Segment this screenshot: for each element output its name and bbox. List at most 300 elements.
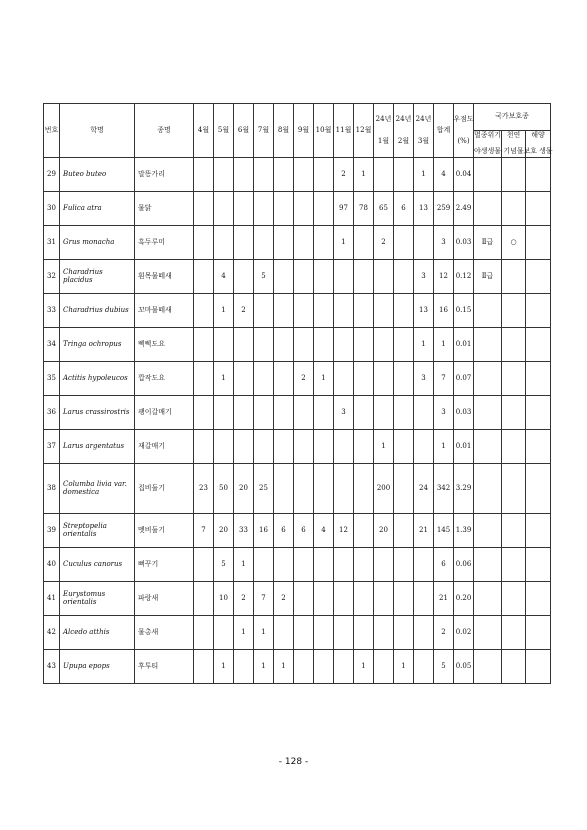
month-count-7: 25	[254, 464, 274, 514]
row-number: 43	[44, 650, 60, 684]
total-count: 5	[434, 650, 454, 684]
natural-monument-mark	[502, 192, 526, 226]
month-count-9	[294, 650, 314, 684]
endangered-grade	[474, 192, 502, 226]
month-count-11	[334, 616, 354, 650]
month-count-6: 1	[234, 616, 254, 650]
table-row	[44, 514, 551, 548]
count-2024-jan: 1	[374, 430, 394, 464]
month-count-10	[314, 650, 334, 684]
month-count-5	[214, 158, 234, 192]
korean-name: 흑두루미	[135, 226, 194, 260]
month-count-6	[234, 362, 254, 396]
month-count-7	[254, 192, 274, 226]
marine-protected-mark	[526, 616, 551, 650]
count-2024-jan	[374, 294, 394, 328]
month-count-8	[274, 260, 294, 294]
marine-protected-mark	[526, 158, 551, 192]
total-count: 6	[434, 548, 454, 582]
dominance-value: 0.20	[454, 582, 474, 616]
month-count-5	[214, 616, 234, 650]
count-2024-feb	[394, 396, 414, 430]
natural-monument-mark	[502, 396, 526, 430]
month-count-4	[194, 294, 214, 328]
month-count-6: 2	[234, 294, 254, 328]
count-2024-feb	[394, 548, 414, 582]
header-endangered	[474, 131, 502, 158]
month-count-7	[254, 328, 274, 362]
header-endangered-line2: 야생생물	[473, 147, 502, 155]
count-2024-jan	[374, 362, 394, 396]
month-count-6: 1	[234, 548, 254, 582]
count-2024-mar	[414, 616, 434, 650]
month-count-11	[334, 294, 354, 328]
dominance-value: 0.05	[454, 650, 474, 684]
scientific-name: Tringa ochropus	[60, 328, 135, 362]
row-number: 42	[44, 616, 60, 650]
month-count-10	[314, 464, 334, 514]
month-count-5	[214, 226, 234, 260]
header-month-6: 6월	[234, 104, 254, 158]
month-count-4	[194, 582, 214, 616]
header-month-8: 8월	[274, 104, 294, 158]
table-row	[44, 294, 551, 328]
endangered-grade	[474, 650, 502, 684]
header-no: 번호	[44, 104, 60, 158]
month-count-4	[194, 328, 214, 362]
month-count-11	[334, 362, 354, 396]
month-count-11: 2	[334, 158, 354, 192]
month-count-12	[354, 430, 374, 464]
month-count-8	[274, 158, 294, 192]
month-count-8	[274, 548, 294, 582]
marine-protected-mark	[526, 294, 551, 328]
scientific-name: Eurystomus orientalis	[60, 582, 135, 616]
scientific-name: Actitis hypoleucos	[60, 362, 135, 396]
scientific-name: Upupa epops	[60, 650, 135, 684]
total-count: 342	[434, 464, 454, 514]
total-count: 21	[434, 582, 454, 616]
scientific-name: Charadrius placidus	[60, 260, 135, 294]
month-count-4	[194, 260, 214, 294]
count-2024-jan	[374, 650, 394, 684]
marine-protected-mark	[526, 430, 551, 464]
row-number: 30	[44, 192, 60, 226]
count-2024-mar: 3	[414, 260, 434, 294]
dominance-value: 0.04	[454, 158, 474, 192]
month-count-5	[214, 396, 234, 430]
header-2024-jan	[374, 104, 394, 158]
header-month-5: 5월	[214, 104, 234, 158]
row-number: 33	[44, 294, 60, 328]
scientific-name: Charadrius dubius	[60, 294, 135, 328]
count-2024-mar: 13	[414, 192, 434, 226]
endangered-grade	[474, 464, 502, 514]
month-count-4: 23	[194, 464, 214, 514]
scientific-name: Buteo buteo	[60, 158, 135, 192]
row-number: 38	[44, 464, 60, 514]
header-2024-feb-year: 24년	[395, 114, 412, 123]
count-2024-feb	[394, 362, 414, 396]
count-2024-feb	[394, 226, 414, 260]
korean-name: 꼬마물떼새	[135, 294, 194, 328]
table-body	[44, 158, 551, 684]
row-number: 37	[44, 430, 60, 464]
count-2024-mar: 3	[414, 362, 434, 396]
dominance-value: 1.39	[454, 514, 474, 548]
month-count-7: 1	[254, 616, 274, 650]
header-scientific-name: 학명	[60, 104, 135, 158]
month-count-6	[234, 396, 254, 430]
month-count-9	[294, 226, 314, 260]
dominance-value: 0.01	[454, 328, 474, 362]
month-count-12	[354, 548, 374, 582]
dominance-value: 0.07	[454, 362, 474, 396]
count-2024-mar: 1	[414, 328, 434, 362]
month-count-11	[334, 464, 354, 514]
month-count-6: 20	[234, 464, 254, 514]
month-count-11	[334, 430, 354, 464]
total-count: 2	[434, 616, 454, 650]
header-2024-mar	[414, 104, 434, 158]
row-number: 39	[44, 514, 60, 548]
month-count-12	[354, 514, 374, 548]
month-count-7	[254, 294, 274, 328]
month-count-9: 2	[294, 362, 314, 396]
header-protected-species: 국가보호종	[474, 104, 551, 131]
dominance-value: 0.12	[454, 260, 474, 294]
korean-name: 후투티	[135, 650, 194, 684]
month-count-11: 97	[334, 192, 354, 226]
month-count-4	[194, 396, 214, 430]
endangered-grade	[474, 616, 502, 650]
count-2024-feb	[394, 294, 414, 328]
month-count-5	[214, 430, 234, 464]
month-count-7	[254, 396, 274, 430]
month-count-10: 4	[314, 514, 334, 548]
scientific-name: Cuculus canorus	[60, 548, 135, 582]
header-2024-feb	[394, 104, 414, 158]
month-count-11: 1	[334, 226, 354, 260]
month-count-10	[314, 192, 334, 226]
month-count-7: 16	[254, 514, 274, 548]
month-count-12	[354, 294, 374, 328]
month-count-7	[254, 430, 274, 464]
korean-name: 집비둘기	[135, 464, 194, 514]
marine-protected-mark	[526, 548, 551, 582]
count-2024-mar	[414, 582, 434, 616]
month-count-9	[294, 294, 314, 328]
natural-monument-mark	[502, 548, 526, 582]
scientific-name: Grus monacha	[60, 226, 135, 260]
count-2024-feb: 1	[394, 650, 414, 684]
table-row	[44, 430, 551, 464]
table-row	[44, 328, 551, 362]
header-dominance-unit: (%)	[457, 136, 470, 145]
page-number: - 128 -	[278, 757, 309, 767]
month-count-8	[274, 396, 294, 430]
total-count: 1	[434, 328, 454, 362]
month-count-10	[314, 548, 334, 582]
table-row	[44, 396, 551, 430]
month-count-5: 10	[214, 582, 234, 616]
month-count-8	[274, 294, 294, 328]
endangered-grade	[474, 294, 502, 328]
row-number: 32	[44, 260, 60, 294]
header-endangered-line1: 멸종위기	[473, 131, 502, 140]
marine-protected-mark	[526, 582, 551, 616]
month-count-10	[314, 582, 334, 616]
header-2024-mar-month: 3월	[417, 136, 430, 145]
count-2024-jan	[374, 582, 394, 616]
month-count-9: 6	[294, 514, 314, 548]
table-row	[44, 650, 551, 684]
month-count-12	[354, 362, 374, 396]
month-count-10	[314, 158, 334, 192]
count-2024-feb	[394, 464, 414, 514]
month-count-9	[294, 328, 314, 362]
month-count-4	[194, 158, 214, 192]
header-marine-line1: 해양	[531, 131, 545, 140]
korean-name: 깝작도요	[135, 362, 194, 396]
header-2024-feb-month: 2월	[397, 136, 410, 145]
header-natural-monument-line2: 기념물	[503, 147, 524, 155]
month-count-11	[334, 582, 354, 616]
total-count: 16	[434, 294, 454, 328]
count-2024-feb	[394, 328, 414, 362]
month-count-5: 1	[214, 362, 234, 396]
scientific-name: Larus argentatus	[60, 430, 135, 464]
month-count-6	[234, 192, 254, 226]
scientific-name: Streptopelia orientalis	[60, 514, 135, 548]
endangered-grade: Ⅱ급	[474, 260, 502, 294]
count-2024-mar: 13	[414, 294, 434, 328]
endangered-grade	[474, 514, 502, 548]
month-count-10	[314, 328, 334, 362]
endangered-grade	[474, 396, 502, 430]
header-month-12: 12월	[354, 104, 374, 158]
month-count-6	[234, 226, 254, 260]
month-count-10	[314, 226, 334, 260]
month-count-8: 2	[274, 582, 294, 616]
header-2024-mar-year: 24년	[415, 114, 432, 123]
dominance-value: 0.06	[454, 548, 474, 582]
month-count-5: 1	[214, 294, 234, 328]
count-2024-feb	[394, 514, 414, 548]
month-count-12	[354, 582, 374, 616]
month-count-10	[314, 616, 334, 650]
month-count-5: 4	[214, 260, 234, 294]
month-count-4	[194, 362, 214, 396]
month-count-8	[274, 616, 294, 650]
marine-protected-mark	[526, 328, 551, 362]
count-2024-jan	[374, 616, 394, 650]
dominance-value: 0.03	[454, 226, 474, 260]
month-count-4: 7	[194, 514, 214, 548]
header-dominance	[454, 104, 474, 158]
korean-name: 파랑새	[135, 582, 194, 616]
dominance-value: 0.01	[454, 430, 474, 464]
endangered-grade	[474, 548, 502, 582]
korean-name: 물닭	[135, 192, 194, 226]
table-row	[44, 192, 551, 226]
header-natural-monument-line1: 천연	[506, 131, 521, 140]
count-2024-jan	[374, 548, 394, 582]
count-2024-mar	[414, 396, 434, 430]
natural-monument-mark	[502, 294, 526, 328]
header-month-4: 4월	[194, 104, 214, 158]
natural-monument-mark	[502, 514, 526, 548]
month-count-8: 1	[274, 650, 294, 684]
natural-monument-mark	[502, 430, 526, 464]
bird-survey-table	[43, 103, 551, 684]
row-number: 35	[44, 362, 60, 396]
row-number: 29	[44, 158, 60, 192]
month-count-6	[234, 328, 254, 362]
header-marine-protected	[523, 131, 553, 158]
table-row	[44, 582, 551, 616]
month-count-8	[274, 430, 294, 464]
count-2024-jan	[374, 396, 394, 430]
marine-protected-mark	[526, 396, 551, 430]
total-count: 259	[434, 192, 454, 226]
header-month-9: 9월	[294, 104, 314, 158]
month-count-5	[214, 192, 234, 226]
month-count-12	[354, 328, 374, 362]
marine-protected-mark	[526, 464, 551, 514]
table-row	[44, 548, 551, 582]
month-count-8	[274, 192, 294, 226]
month-count-7	[254, 362, 274, 396]
natural-monument-mark	[502, 464, 526, 514]
month-count-12	[354, 396, 374, 430]
month-count-8	[274, 362, 294, 396]
korean-name: 삑삑도요	[135, 328, 194, 362]
total-count: 145	[434, 514, 454, 548]
natural-monument-mark	[502, 158, 526, 192]
count-2024-feb	[394, 158, 414, 192]
endangered-grade	[474, 328, 502, 362]
table-row	[44, 158, 551, 192]
count-2024-jan	[374, 158, 394, 192]
dominance-value: 3.29	[454, 464, 474, 514]
month-count-10: 1	[314, 362, 334, 396]
month-count-9	[294, 464, 314, 514]
month-count-8: 6	[274, 514, 294, 548]
month-count-11	[334, 650, 354, 684]
count-2024-feb	[394, 260, 414, 294]
month-count-9	[294, 158, 314, 192]
count-2024-mar	[414, 430, 434, 464]
month-count-9	[294, 548, 314, 582]
header-dominance-label: 우점도	[453, 114, 474, 123]
month-count-11	[334, 328, 354, 362]
month-count-6	[234, 260, 254, 294]
marine-protected-mark	[526, 226, 551, 260]
count-2024-mar: 1	[414, 158, 434, 192]
natural-monument-mark	[502, 616, 526, 650]
month-count-4	[194, 548, 214, 582]
count-2024-jan: 2	[374, 226, 394, 260]
month-count-9	[294, 430, 314, 464]
total-count: 1	[434, 430, 454, 464]
month-count-4	[194, 616, 214, 650]
korean-name: 괭이갈매기	[135, 396, 194, 430]
count-2024-mar: 24	[414, 464, 434, 514]
month-count-12: 1	[354, 650, 374, 684]
month-count-12	[354, 464, 374, 514]
korean-name: 물총새	[135, 616, 194, 650]
count-2024-jan	[374, 328, 394, 362]
total-count: 3	[434, 396, 454, 430]
table-row	[44, 362, 551, 396]
month-count-11	[334, 260, 354, 294]
count-2024-jan: 65	[374, 192, 394, 226]
header-month-10: 10월	[314, 104, 334, 158]
table-row	[44, 616, 551, 650]
endangered-grade	[474, 430, 502, 464]
korean-name: 멧비둘기	[135, 514, 194, 548]
bird-survey-table-container	[43, 103, 553, 684]
dominance-value: 0.15	[454, 294, 474, 328]
count-2024-feb	[394, 616, 414, 650]
month-count-6	[234, 650, 254, 684]
korean-name: 재갈매기	[135, 430, 194, 464]
month-count-7: 5	[254, 260, 274, 294]
endangered-grade	[474, 158, 502, 192]
count-2024-mar	[414, 548, 434, 582]
count-2024-mar	[414, 226, 434, 260]
month-count-9	[294, 396, 314, 430]
count-2024-jan: 20	[374, 514, 394, 548]
row-number: 31	[44, 226, 60, 260]
month-count-5: 50	[214, 464, 234, 514]
month-count-12	[354, 616, 374, 650]
table-row	[44, 260, 551, 294]
row-number: 41	[44, 582, 60, 616]
month-count-7	[254, 548, 274, 582]
header-month-7: 7월	[254, 104, 274, 158]
month-count-7	[254, 226, 274, 260]
month-count-9	[294, 616, 314, 650]
scientific-name: Fulica atra	[60, 192, 135, 226]
marine-protected-mark	[526, 650, 551, 684]
row-number: 40	[44, 548, 60, 582]
dominance-value: 0.03	[454, 396, 474, 430]
month-count-4	[194, 226, 214, 260]
scientific-name: Larus crassirostris	[60, 396, 135, 430]
marine-protected-mark	[526, 192, 551, 226]
header-marine-line2: 보호 생물	[523, 147, 553, 155]
month-count-7: 7	[254, 582, 274, 616]
total-count: 7	[434, 362, 454, 396]
endangered-grade	[474, 582, 502, 616]
header-natural-monument	[502, 131, 526, 158]
marine-protected-mark	[526, 514, 551, 548]
dominance-value: 0.02	[454, 616, 474, 650]
month-count-10	[314, 430, 334, 464]
row-number: 36	[44, 396, 60, 430]
total-count: 3	[434, 226, 454, 260]
scientific-name: Columba livia var. domestica	[60, 464, 135, 514]
month-count-10	[314, 396, 334, 430]
total-count: 12	[434, 260, 454, 294]
month-count-7: 1	[254, 650, 274, 684]
month-count-9	[294, 260, 314, 294]
month-count-5: 20	[214, 514, 234, 548]
month-count-5: 5	[214, 548, 234, 582]
dominance-value: 2.49	[454, 192, 474, 226]
